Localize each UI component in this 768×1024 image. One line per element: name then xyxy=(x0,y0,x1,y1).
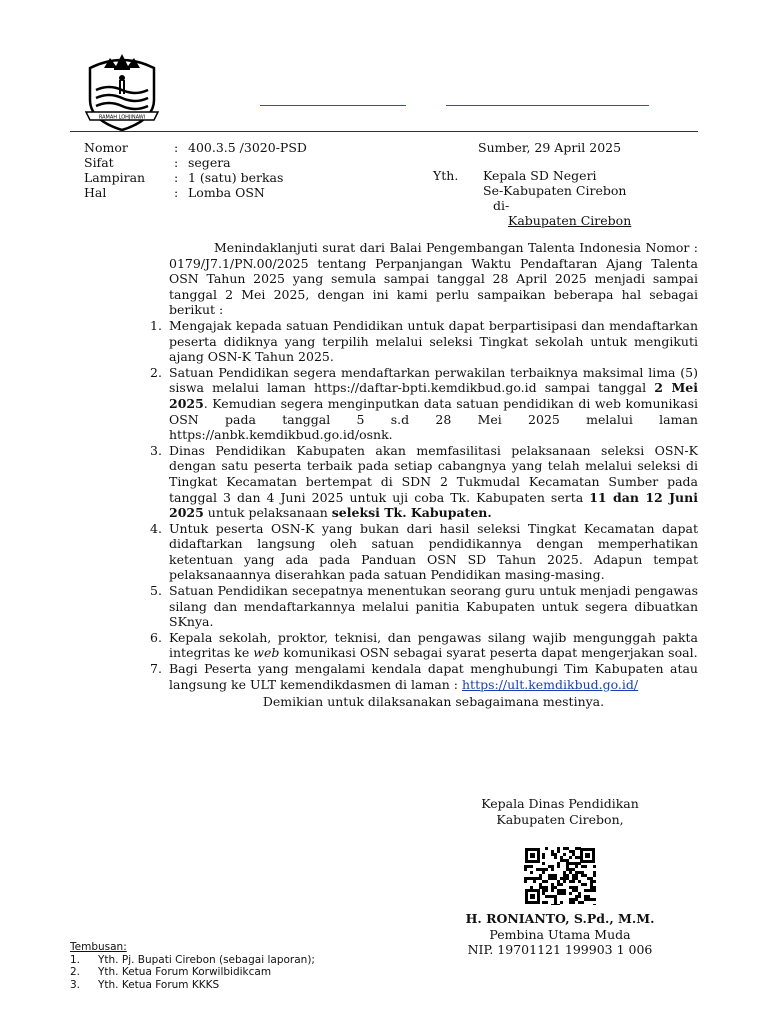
list-number: 3. xyxy=(150,442,162,458)
signature-office: Kabupaten Cirebon, xyxy=(496,811,624,827)
signature-title: Kepala Dinas Pendidikan xyxy=(481,796,639,811)
meta-colon: : xyxy=(174,170,179,185)
meta-value: Lomba OSN xyxy=(188,185,265,200)
list-text xyxy=(169,661,698,692)
list-text xyxy=(169,365,698,443)
letter-body xyxy=(150,240,698,710)
closing-sentence: Demikian untuk dilaksanakan sebagaimana mestinya. xyxy=(262,694,605,710)
list-number: 1. xyxy=(150,317,162,333)
signature-block xyxy=(440,796,680,958)
bold-text: seleksi Tk. Kabupaten. xyxy=(331,505,492,521)
list-text: Satuan Pendidikan secepatnya menentukan seorang guru untuk menjadi pengawas silang dan mendaftarkannya melalui panitia Kabupaten untuk segera dibuatkan SKnya. xyxy=(169,583,698,630)
recipient-place xyxy=(433,213,631,228)
list-item xyxy=(150,630,698,661)
meta-key: Hal xyxy=(84,185,107,200)
text-run: komunikasi OSN sebagai syarat peserta dapat mengerjakan soal. xyxy=(279,645,698,661)
list-number: 5. xyxy=(150,583,162,599)
text-run: Bagi Peserta yang mengalami kendala dapat menghubungi Tim Kabupaten atau langsung ke ULT kemendikdasmen di laman : xyxy=(169,661,698,692)
letter-meta xyxy=(84,140,307,200)
list-item xyxy=(150,365,698,443)
list-number: 4. xyxy=(150,520,162,536)
list-item xyxy=(150,583,698,630)
list-item xyxy=(70,954,315,967)
letter-date: Sumber, 29 April 2025 xyxy=(478,140,622,155)
meta-key: Sifat xyxy=(84,155,114,170)
ult-link[interactable]: https://ult.kemdikbud.go.id/ xyxy=(462,676,639,692)
italic-text: web xyxy=(253,645,280,661)
logo-motto: RAMAH LOHJINAWI xyxy=(98,114,146,121)
signatory-rank: Pembina Utama Muda xyxy=(489,926,631,942)
list-item xyxy=(70,979,315,992)
list-number: 1. xyxy=(70,953,81,966)
meta-colon: : xyxy=(174,140,179,155)
list-text: Mengajak kepada satuan Pendidikan untuk dapat berpartisipasi dan mendaftarkan peserta didiknya yang terpilih melalui seleksi Tingkat sekolah untuk mengikuti ajang OSN-K Tahun 2025. xyxy=(169,317,698,365)
meta-row-nomor xyxy=(84,140,307,155)
list-item xyxy=(150,318,698,365)
list-text: Untuk peserta OSN-K yang bukan dari hasil seleksi Tingkat Kecamatan dapat didaftarkan langsung oleh satuan pendidikannya dengan memperhatikan ketentuan yang ada pada Panduan OSN SD Tahun 2025. Adapun tempat pelaksanaannya diserahkan pada satuan Pendidikan masing-masing. xyxy=(169,520,698,583)
list-number: 2. xyxy=(70,966,81,978)
text-run: Satuan Pendidikan segera mendaftarkan perwakilan terbaiknya maksimal lima (5) siswa melalui laman https://daftar-bpti.kemdikbud.go.id sampai tanggal xyxy=(169,364,698,396)
meta-value: 400.3.5 /3020-PSD xyxy=(188,140,307,155)
list-text xyxy=(169,443,698,521)
recipient-block xyxy=(433,168,631,228)
recipient-line: di- xyxy=(493,198,510,213)
signatory-nip: NIP. 19701121 199903 1 006 xyxy=(467,942,653,958)
text-run: Dinas Pendidikan Kabupaten akan memfasilitasi pelaksanaan seleksi OSN-K dengan satu peserta terbaik pada setiap cabangnya yang telah melalui seleksi di Tingkat Kecamatan bertempat di SDN 2 Tukmudal Kecamatan Sumber pada tanggal 3 dan 4 Juni 2025 untuk uji coba Tk. Kabupaten serta xyxy=(169,442,698,505)
meta-row-lampiran xyxy=(84,170,307,185)
meta-value: segera xyxy=(188,155,231,170)
letterhead-rule xyxy=(70,131,698,132)
recipient-place-text: Kabupaten Cirebon xyxy=(508,213,632,228)
bold-date: 2 Mei 2025 xyxy=(169,380,698,411)
list-text: Yth. Pj. Bupati Cirebon (sebagai laporan); xyxy=(98,953,315,966)
recipient-line: Kepala SD Negeri xyxy=(483,168,597,183)
list-item xyxy=(70,966,315,979)
meta-colon: : xyxy=(174,155,179,170)
meta-colon: : xyxy=(174,185,179,200)
list-text xyxy=(169,630,698,661)
meta-value: 1 (satu) berkas xyxy=(188,170,284,185)
cirebon-regency-crest-icon xyxy=(84,50,160,132)
meta-row-hal xyxy=(84,185,307,200)
list-item xyxy=(150,661,698,692)
list-number: 2. xyxy=(150,364,162,380)
intro-paragraph: Menindaklanjuti surat dari Balai Pengembangan Talenta Indonesia Nomor : 0179/J7.1/PN.00/2025 tentang Perpanjangan Waktu Pendaftaran Ajang Talenta OSN Tahun 2025 yang semula sampai tanggal 28 April 2025 menjadi sampai tanggal 2 Mei 2025, dengan ini kami perlu sampaikan beberapa hal sebagai berikut : xyxy=(169,240,698,318)
tembusan-title: Tembusan: xyxy=(70,941,127,953)
recipient-salutation: Yth. xyxy=(433,168,459,183)
signatory-name: H. RONIANTO, S.Pd., M.M. xyxy=(465,911,655,927)
tembusan-block xyxy=(70,941,315,991)
list-number: 7. xyxy=(150,661,162,677)
text-run: untuk pelaksanaan xyxy=(203,505,332,521)
header-line-right xyxy=(446,105,649,106)
meta-key: Nomor xyxy=(84,140,128,155)
header-line-left xyxy=(260,105,406,106)
list-item xyxy=(150,443,698,521)
list-number: 6. xyxy=(150,629,162,645)
text-run: Kepala sekolah, proktor, teknisi, dan pengawas silang wajib mengunggah pakta integritas ke xyxy=(169,629,698,661)
point-list xyxy=(150,318,698,692)
list-number: 3. xyxy=(70,978,81,991)
text-run: . Kemudian segera menginputkan data satuan pendidikan di web komunikasi OSN pada tanggal 5 s.d 28 Mei 2025 melalui laman https://anbk.kemdikbud.go.id/osnk. xyxy=(169,395,698,443)
meta-key: Lampiran xyxy=(84,170,146,185)
list-text: Yth. Ketua Forum Korwilbidikcam xyxy=(98,966,272,978)
list-item xyxy=(150,521,698,583)
bold-date: 11 dan 12 Juni 2025 xyxy=(169,489,698,521)
meta-row-sifat xyxy=(84,155,307,170)
list-text: Yth. Ketua Forum KKKS xyxy=(98,978,220,991)
qr-code-icon xyxy=(524,847,596,905)
recipient-line: Se-Kabupaten Cirebon xyxy=(483,183,627,198)
